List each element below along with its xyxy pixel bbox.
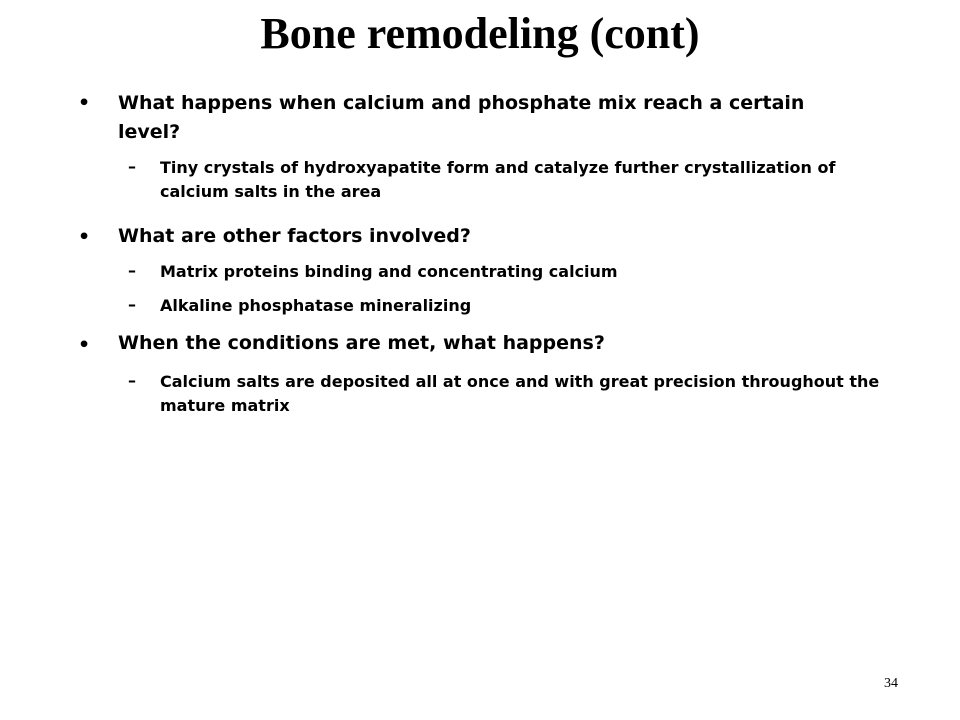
dash-marker: – <box>128 371 136 390</box>
bullet-item-1: What happens when calcium and phosphate mix reach a certain level? <box>118 92 805 143</box>
sub-item-2-2: Alkaline phosphatase mineralizing <box>160 296 472 315</box>
sub-item-3-1: Calcium salts are deposited all at once and with great precision throughout the mature matrix <box>160 372 880 415</box>
bullet-marker: • <box>78 334 91 356</box>
dash-marker: – <box>128 157 136 176</box>
sub-item-1-1: Tiny crystals of hydroxyapatite form and catalyze further crystallization of calcium salts in the area <box>160 158 836 201</box>
bullet-marker: • <box>78 226 91 248</box>
page-number: 34 <box>884 676 898 691</box>
sub-item-2-1: Matrix proteins binding and concentrating calcium <box>160 262 618 281</box>
bullet-marker: • <box>78 92 91 114</box>
bullet-item-3: When the conditions are met, what happens? <box>118 332 605 354</box>
slide-title: Bone remodeling (cont) <box>260 9 700 58</box>
bullet-item-2: What are other factors involved? <box>118 225 471 247</box>
dash-marker: – <box>128 261 136 280</box>
dash-marker: – <box>128 295 136 314</box>
